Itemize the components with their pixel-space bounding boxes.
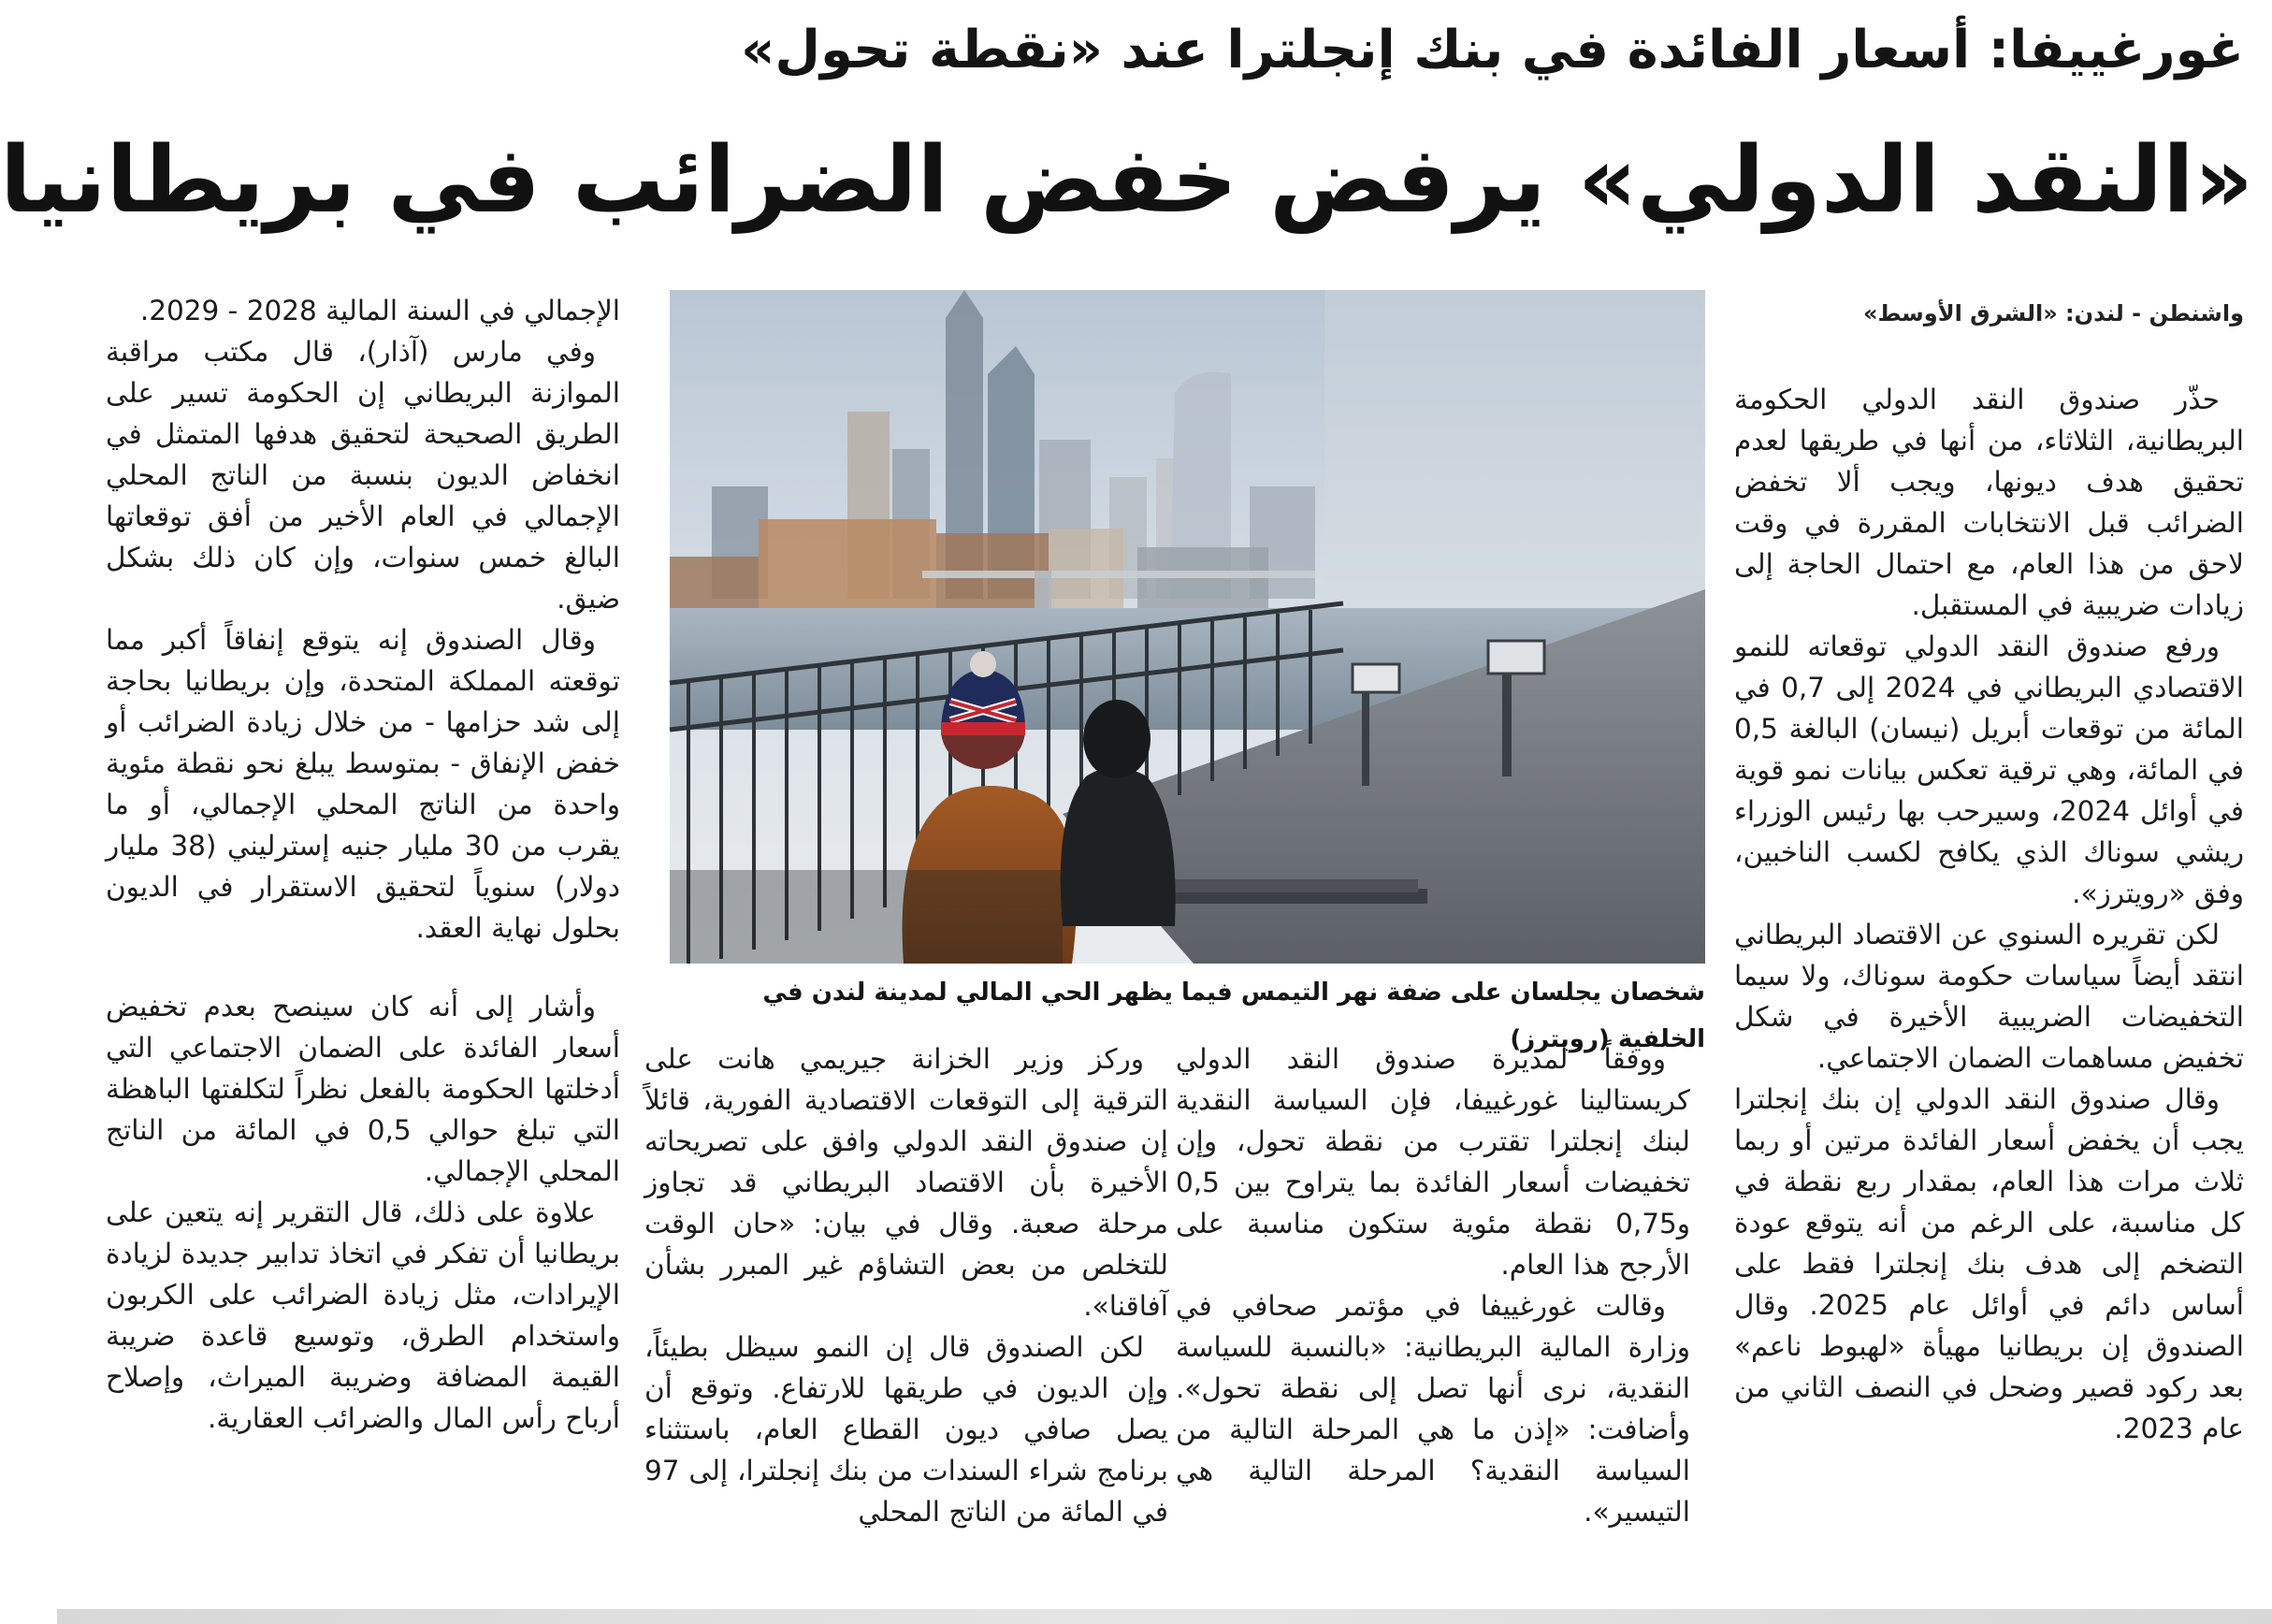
paragraph: الإجمالي في السنة المالية 2028 - 2029. [139, 295, 620, 326]
paragraph: ووفقاً لمديرة صندوق النقد الدولي كريستالينا غورغييفا، فإن السياسة النقدية لبنك إنجلترا تقترب من نقطة تحول، وإن تخفيضات أسعار الفائدة بما يتراوح بين 0,5 و0,75 نقطة مئوية ستكون مناسبة على الأرجح هذا العام. [1176, 1043, 1690, 1281]
paragraph: وقالت غورغييفا في مؤتمر صحافي في وزارة المالية البريطانية: «بالنسبة للسياسة النقدية، نرى أنها تصل إلى نقطة تحول». وأضافت: «إذن ما هي المرحلة التالية من السياسة النقدية؟ المرحلة التالية هي التيسير». [1176, 1290, 1690, 1528]
article-column-3 [644, 1038, 1168, 1553]
article-column-1 [1734, 379, 2244, 1553]
paragraph: وقال صندوق النقد الدولي إن بنك إنجلترا يجب أن يخفض أسعار الفائدة مرتين أو ربما ثلاث مرات هذا العام، بمقدار ربع نقطة في كل مناسبة، على الرغم من أنه يتوقع عودة التضخم إلى هدف بنك إنجلترا فقط على أساس دائم في أوائل عام 2025. وقال الصندوق إن بريطانيا مهيأة «لهبوط ناعم» بعد ركود قصير وضحل في النصف الثاني من عام 2023. [1734, 1083, 2244, 1444]
paragraph: وفي مارس (آذار)، قال مكتب مراقبة الموازنة البريطاني إن الحكومة تسير على الطريق الصحيحة لتحقيق هدفها المتمثل في انخفاض الديون بنسبة من الناتج المحلي الإجمالي في العام الأخير من أفق توقعاتها البالغ خمس سنوات، وإن كان ذلك بشكل ضيق. [106, 336, 620, 615]
article-headline: «النقد الدولي» يرفض خفض الضرائب في بريطانيا [0, 127, 2253, 234]
paragraph: لكن تقريره السنوي عن الاقتصاد البريطاني انتقد أيضاً سياسات حكومة سوناك، ولا سيما التخفيضات الضريبية الأخيرة في شكل تخفيض مساهمات الضمان الاجتماعي. [1734, 919, 2244, 1074]
bottom-rule [57, 1609, 2272, 1624]
article-column-2 [1176, 1038, 1690, 1553]
paragraph: حذّر صندوق النقد الدولي الحكومة البريطانية، الثلاثاء، من أنها في طريقها لعدم تحقيق هدف ديونها، ويجب ألا تخفض الضرائب قبل الانتخابات المقررة في وقت لاحق من هذا العام، مع احتمال الحاجة إلى زيادات ضريبية في المستقبل. [1734, 384, 2244, 621]
paragraph: وركز وزير الخزانة جيريمي هانت على الترقية إلى التوقعات الاقتصادية الفورية، قائلاً إن صندوق النقد الدولي وافق على تصريحاته الأخيرة بأن الاقتصاد البريطاني قد تجاوز مرحلة صعبة. وقال في بيان: «حان الوقت للتخلص من بعض التشاؤم غير المبرر بشأن آفاقنا». [644, 1043, 1168, 1322]
article-photo [670, 290, 1705, 964]
article-column-4 [106, 290, 620, 1553]
photo-caption: شخصان يجلسان على ضفة نهر التيمس فيما يظهر الحي المالي لمدينة لندن في الخلفية (رويترز) [762, 979, 1705, 1053]
article-byline: واشنطن - لندن: «الشرق الأوسط» [1862, 300, 2244, 326]
article-kicker: غورغييفا: أسعار الفائدة في بنك إنجلترا عند «نقطة تحول» [741, 20, 2244, 80]
paragraph: ورفع صندوق النقد الدولي توقعاته للنمو الاقتصادي البريطاني في 2024 إلى 0,7 في المائة من توقعات أبريل (نيسان) البالغة 0,5 في المائة، وهي ترقية تعكس بيانات نمو قوية في أوائل 2024، وسيرحب بها رئيس الوزراء ريشي سوناك الذي يكافح لكسب الناخبين، وفق «رويترز». [1734, 631, 2245, 909]
paragraph: علاوة على ذلك، قال التقرير إنه يتعين على بريطانيا أن تفكر في اتخاذ تدابير جديدة لزيادة الإيرادات، مثل زيادة الضرائب على الكربون واستخدام الطرق، وتوسيع قاعدة ضريبة القيمة المضافة وضريبة الميراث، وإصلاح أرباح رأس المال والضرائب العقارية. [106, 1196, 620, 1434]
paragraph: لكن الصندوق قال إن النمو سيظل بطيئاً، وإن الديون في طريقها للارتفاع. وتوقع أن يصل صافي ديون القطاع العام، باستثناء برنامج شراء السندات من بنك إنجلترا، إلى 97 في المائة من الناتج المحلي [644, 1331, 1168, 1528]
paragraph: وقال الصندوق إنه يتوقع إنفاقاً أكبر مما توقعته المملكة المتحدة، وإن بريطانيا بحاجة إلى شد حزامها - من خلال زيادة الضرائب أو خفض الإنفاق - بمتوسط يبلغ نحو نقطة مئوية واحدة من الناتج المحلي الإجمالي، أو ما يقرب من 30 مليار جنيه إسترليني (38 مليار دولار) سنوياً لتحقيق الاستقرار في الديون بحلول نهاية العقد. [106, 624, 620, 944]
london-thames-photo [670, 290, 1705, 964]
paragraph: وأشار إلى أنه كان سينصح بعدم تخفيض أسعار الفائدة على الضمان الاجتماعي التي أدخلتها الحكومة بالفعل نظراً لتكلفتها الباهظة التي تبلغ حوالي 0,5 في المائة من الناتج المحلي الإجمالي. [106, 991, 620, 1187]
